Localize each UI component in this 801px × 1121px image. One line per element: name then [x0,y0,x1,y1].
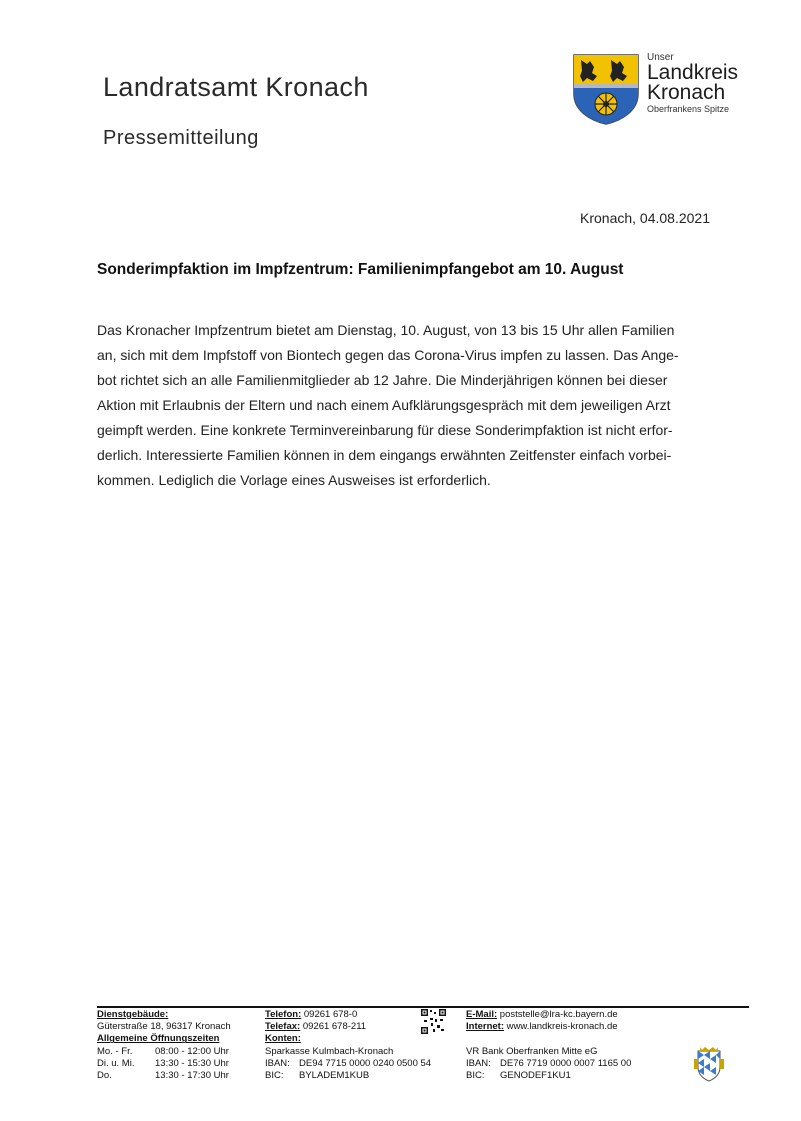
agency-name: Landratsamt Kronach [103,72,369,102]
fax-label: Telefax: [265,1021,301,1033]
building-address: Güterstraße 18, 96317 Kronach [97,1021,231,1033]
footer-address-column [97,1009,231,1082]
footer-contact-column [265,1009,431,1082]
logo-wordmark [647,52,771,115]
phone-row [265,1009,431,1021]
building-label: Dienstgebäude: [97,1009,169,1020]
footer-divider [97,1006,749,1008]
logo-line-kronach: Kronach [647,81,726,104]
body-line: bot richtet sich an alle Familienmitglieder ab 12 Jahre. Die Minderjährigen können bei dieser [97,372,668,388]
hours-days: Di. u. Mi. [97,1057,135,1069]
bank2-bic: GENODEF1KU1 [500,1070,571,1081]
body-line: derlich. Interessierte Familien können in dem eingangs erwähnten Zeitfenster einfach vorbei- [97,447,672,463]
phone-label: Telefon: [265,1009,302,1020]
logo-tagline: Oberfrankens Spitze [647,104,730,114]
logo-line-landkreis: Landkreis [647,61,739,84]
body-line: an, sich mit dem Impfstoff von Biontech gegen das Corona-Virus impfen zu lassen. Das Ange- [97,347,679,363]
bank1-bic-row [265,1070,431,1082]
hours-time: 08:00 - 12:00 Uhr [155,1045,229,1057]
website-link[interactable]: www.landkreis-kronach.de [506,1021,618,1033]
footer-online-column [466,1009,631,1082]
internet-row[interactable] [466,1021,631,1033]
bank1-iban: DE94 7715 0000 0240 0500 54 [299,1057,432,1069]
fax-row [265,1021,431,1033]
phone-number: 09261 678-0 [303,1009,358,1020]
footer [0,1009,801,1089]
release-date: Kronach, 04.08.2021 [580,210,710,226]
hours-time: 13:30 - 17:30 Uhr [155,1070,229,1082]
bank2-iban: DE76 7719 0000 0007 1165 00 [500,1057,632,1069]
bank1-iban-row [265,1058,431,1070]
bank1-bic: BYLADEM1KUB [299,1070,370,1082]
internet-label: Internet: [466,1021,504,1033]
body-line: kommen. Lediglich die Vorlage eines Ausweises ist erforderlich. [97,472,491,488]
hours-days: Mo. - Fr. [97,1045,133,1057]
iban-label: IBAN: [265,1057,290,1069]
coat-of-arms-icon [571,52,641,126]
bank2-iban-row [466,1058,631,1070]
iban-label: IBAN: [466,1057,491,1069]
hours-row [97,1058,231,1070]
headline: Sonderimpfaktion im Impfzentrum: Familienimpfangebot am 10. August [97,261,624,278]
opening-hours-label: Allgemeine Öffnungszeiten [97,1033,220,1045]
spacer [466,1033,631,1045]
hours-days: Do. [97,1070,112,1082]
document-type: Pressemitteilung [103,127,259,149]
bic-label: BIC: [265,1070,284,1082]
hours-time: 13:30 - 15:30 Uhr [155,1057,229,1069]
email-link[interactable]: poststelle@lra-kc.bayern.de [499,1009,618,1020]
bic-label: BIC: [466,1070,485,1081]
accounts-label: Konten: [265,1033,301,1045]
body-line: Das Kronacher Impfzentrum bietet am Dienstag, 10. August, von 13 bis 15 Uhr allen Familien [97,322,675,338]
hours-row [97,1070,231,1082]
logo-line-unser: Unser [647,52,674,63]
email-label: E-Mail: [466,1009,498,1020]
body-line: geimpft werden. Eine konkrete Terminvereinbarung für diese Sonderimpfaktion ist nicht erfor- [97,422,673,438]
fax-number: 09261 678-211 [302,1021,367,1033]
hours-row [97,1046,231,1058]
body-text [97,318,709,493]
bank2-bic-row [466,1070,631,1082]
email-row[interactable] [466,1009,631,1021]
bank2-name: VR Bank Oberfranken Mitte eG [466,1045,598,1057]
district-logo [571,52,771,130]
body-line: Aktion mit Erlaubnis der Eltern und nach einem Aufklärungsgespräch mit dem jeweiligen Arzt [97,397,671,413]
bank1-name: Sparkasse Kulmbach-Kronach [265,1045,394,1057]
bavarian-coat-of-arms-icon [694,1045,724,1083]
qr-code-icon [421,1009,446,1034]
